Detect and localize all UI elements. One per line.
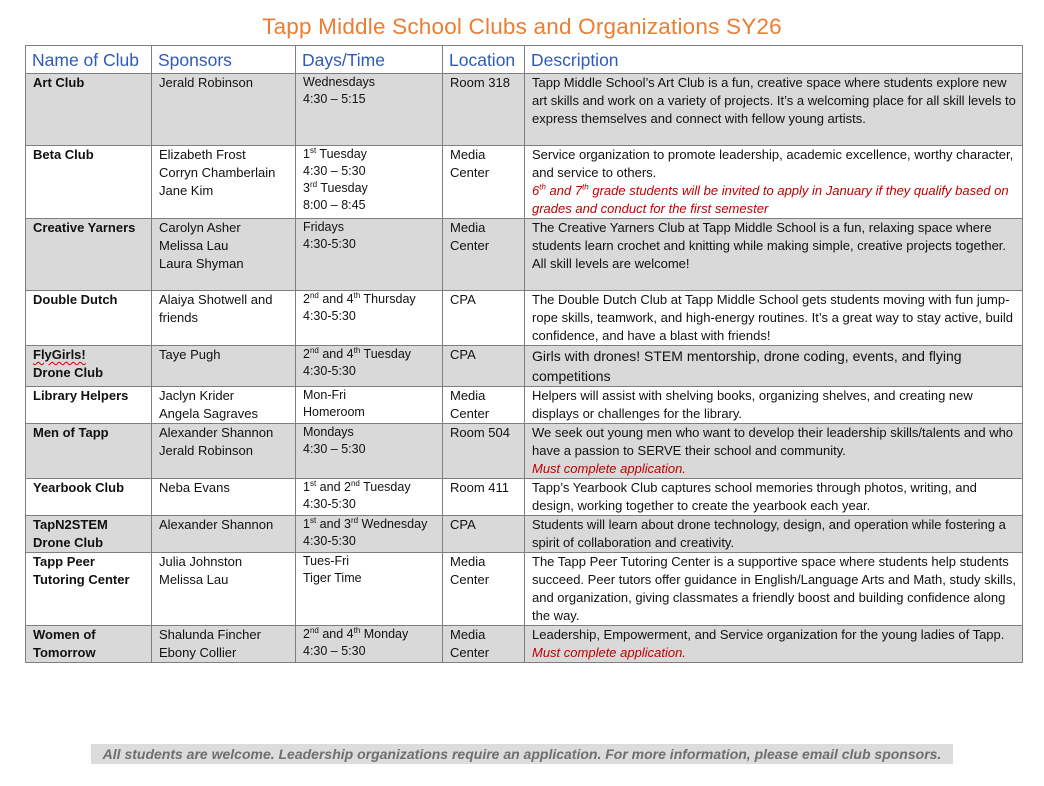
days-text: 4:30 – 5:30 bbox=[303, 164, 366, 178]
ordinal-suffix: th bbox=[353, 345, 361, 355]
location-cell bbox=[443, 291, 525, 346]
description-text: The Double Dutch Club at Tapp Middle School gets students moving with fun jump-rope skills, teamwork, and high-energy routines. It’s a great way to stay active, build confidence, and have a blast with friends! bbox=[532, 292, 1013, 343]
sponsor-name: Laura Shyman bbox=[159, 256, 244, 271]
days-text: 2 bbox=[303, 292, 310, 306]
table-row bbox=[26, 146, 1023, 219]
table-row bbox=[26, 516, 1023, 553]
location-text: Media bbox=[450, 554, 486, 569]
days-time-cell bbox=[296, 387, 443, 424]
sponsor-name: Jerald Robinson bbox=[159, 75, 253, 90]
location-cell bbox=[443, 626, 525, 663]
ordinal-suffix: th bbox=[353, 625, 361, 635]
table-row bbox=[26, 387, 1023, 424]
table-row bbox=[26, 74, 1023, 146]
sponsor-name: Melissa Lau bbox=[159, 572, 229, 587]
club-name-cell bbox=[26, 346, 152, 387]
location-cell bbox=[443, 553, 525, 626]
clubs-table-body bbox=[26, 74, 1023, 663]
sponsor-name: Ebony Collier bbox=[159, 645, 237, 660]
days-line bbox=[303, 146, 437, 163]
days-line bbox=[303, 570, 437, 587]
club-name: Creative Yarners bbox=[33, 220, 136, 235]
days-text: Tuesday bbox=[317, 181, 368, 195]
days-line bbox=[303, 219, 437, 236]
days-line bbox=[303, 74, 437, 91]
location-text: Room 504 bbox=[450, 425, 510, 440]
days-text: and 4 bbox=[318, 347, 354, 361]
sponsor-name: Jerald Robinson bbox=[159, 443, 253, 458]
days-time-cell bbox=[296, 516, 443, 553]
header-location: Location bbox=[443, 46, 525, 74]
days-text: 1 bbox=[303, 517, 310, 531]
location-text: Center bbox=[450, 238, 490, 253]
sponsors-cell bbox=[152, 146, 296, 219]
days-text: 3 bbox=[303, 181, 310, 195]
description-text: The Creative Yarners Club at Tapp Middle School is a fun, relaxing space where students learn crochet and knitting while making simple, creative projects together. All skill levels are welcome! bbox=[532, 220, 1007, 271]
days-text: Tuesday bbox=[359, 480, 411, 494]
club-name-cell bbox=[26, 516, 152, 553]
days-text: 4:30-5:30 bbox=[303, 237, 356, 251]
days-time-cell bbox=[296, 479, 443, 516]
description-text: Tapp’s Yearbook Club captures school memories through photos, writing, and design, working together to create the yearbook each year. bbox=[532, 480, 977, 513]
sponsor-name: Melissa Lau bbox=[159, 238, 229, 253]
days-line bbox=[303, 387, 437, 404]
days-text: and 4 bbox=[318, 292, 354, 306]
sponsors-cell bbox=[152, 516, 296, 553]
days-line bbox=[303, 496, 437, 513]
footer-note: All students are welcome. Leadership organizations require an application. For more information, please email club sponsors. bbox=[91, 744, 953, 764]
days-line bbox=[303, 479, 437, 496]
sponsor-name: Alexander Shannon bbox=[159, 517, 274, 532]
days-text: 4:30 – 5:15 bbox=[303, 92, 366, 106]
club-name: Library Helpers bbox=[33, 388, 129, 403]
table-row bbox=[26, 424, 1023, 479]
days-text: 1 bbox=[303, 147, 310, 161]
club-name: Tomorrow bbox=[33, 645, 96, 660]
days-text: Mondays bbox=[303, 425, 354, 439]
days-time-cell bbox=[296, 346, 443, 387]
days-text: Tiger Time bbox=[303, 571, 362, 585]
days-line bbox=[303, 643, 437, 660]
sponsors-cell bbox=[152, 346, 296, 387]
sponsors-cell bbox=[152, 479, 296, 516]
description-text: We seek out young men who want to develop their leadership skills/talents and who have a passion to SERVE their school and community. bbox=[532, 425, 1014, 458]
days-text: 8:00 – 8:45 bbox=[303, 198, 366, 212]
club-name: Tutoring Center bbox=[33, 572, 130, 587]
sponsor-name: Jane Kim bbox=[159, 183, 214, 198]
description-text: Tapp Middle School’s Art Club is a fun, creative space where students explore new art skills and work on a variety of projects. It’s a welcoming place for all skill levels to express themselves and connect with fellow young artists. bbox=[532, 75, 1016, 126]
sponsor-name: Shalunda Fincher bbox=[159, 627, 261, 642]
header-name: Name of Club bbox=[26, 46, 152, 74]
ordinal-suffix: nd bbox=[309, 290, 319, 300]
description-cell bbox=[525, 626, 1023, 663]
days-text: and 2 bbox=[316, 480, 351, 494]
club-name: Drone Club bbox=[33, 535, 104, 550]
location-text: Center bbox=[450, 572, 490, 587]
description-cell bbox=[525, 291, 1023, 346]
ordinal-suffix: nd bbox=[309, 345, 319, 355]
description-cell bbox=[525, 146, 1023, 219]
sponsor-name: Alaiya Shotwell and friends bbox=[159, 292, 273, 325]
location-cell bbox=[443, 146, 525, 219]
days-text: Monday bbox=[360, 627, 409, 641]
sponsors-cell bbox=[152, 387, 296, 424]
location-text: Media bbox=[450, 388, 486, 403]
location-cell bbox=[443, 346, 525, 387]
location-cell bbox=[443, 387, 525, 424]
days-text: 1 bbox=[303, 480, 310, 494]
days-line bbox=[303, 163, 437, 180]
sponsor-name: Corryn Chamberlain bbox=[159, 165, 276, 180]
days-line bbox=[303, 363, 437, 380]
description-cell bbox=[525, 479, 1023, 516]
table-row bbox=[26, 479, 1023, 516]
club-name-cell bbox=[26, 219, 152, 291]
days-text: and 3 bbox=[316, 517, 351, 531]
club-name: Beta Club bbox=[33, 147, 94, 162]
days-line bbox=[303, 346, 437, 363]
days-time-cell bbox=[296, 74, 443, 146]
description-text: The Tapp Peer Tutoring Center is a supportive space where students help students succeed. Peer tutors offer guidance in English/Language Arts and Math, study skills, and organization, giving classmates a friendly boost and building confidence along the way. bbox=[532, 554, 1016, 623]
days-text: 2 bbox=[303, 627, 310, 641]
description-text: Girls with drones! STEM mentorship, drone coding, events, and flying competitions bbox=[532, 348, 962, 384]
days-line bbox=[303, 291, 437, 308]
club-name-cell bbox=[26, 291, 152, 346]
days-line bbox=[303, 91, 437, 108]
description-text: Service organization to promote leadership, academic excellence, worthy character, and service to others. bbox=[532, 147, 1014, 180]
club-name-cell bbox=[26, 553, 152, 626]
location-text: Room 411 bbox=[450, 480, 510, 495]
sponsors-cell bbox=[152, 291, 296, 346]
description-cell bbox=[525, 516, 1023, 553]
days-text: 2 bbox=[303, 347, 310, 361]
table-row bbox=[26, 291, 1023, 346]
description-note: Must complete application. bbox=[532, 461, 686, 476]
days-line bbox=[303, 553, 437, 570]
description-cell bbox=[525, 424, 1023, 479]
days-line bbox=[303, 180, 437, 197]
sponsor-name: Alexander Shannon bbox=[159, 425, 274, 440]
location-text: Center bbox=[450, 165, 490, 180]
club-name-cell bbox=[26, 424, 152, 479]
club-name: Drone Club bbox=[33, 365, 104, 380]
days-line bbox=[303, 197, 437, 214]
days-line bbox=[303, 404, 437, 421]
description-cell bbox=[525, 387, 1023, 424]
sponsor-name: Angela Sagraves bbox=[159, 406, 259, 421]
header-days-time: Days/Time bbox=[296, 46, 443, 74]
sponsor-name: Elizabeth Frost bbox=[159, 147, 246, 162]
sponsors-cell bbox=[152, 219, 296, 291]
header-description: Description bbox=[525, 46, 1023, 74]
location-cell bbox=[443, 219, 525, 291]
location-cell bbox=[443, 74, 525, 146]
days-text: 4:30 – 5:30 bbox=[303, 442, 366, 456]
club-name-cell bbox=[26, 146, 152, 219]
club-name: TapN2STEM bbox=[33, 517, 108, 532]
days-line bbox=[303, 441, 437, 458]
club-name-cell bbox=[26, 479, 152, 516]
description-note: Must complete application. bbox=[532, 645, 686, 660]
days-text: and 4 bbox=[318, 627, 354, 641]
location-text: Media bbox=[450, 220, 486, 235]
days-text: 4:30-5:30 bbox=[303, 309, 356, 323]
sponsors-cell bbox=[152, 553, 296, 626]
clubs-table bbox=[25, 45, 1023, 663]
table-row bbox=[26, 219, 1023, 291]
sponsor-name: Taye Pugh bbox=[159, 347, 221, 362]
club-name-cell bbox=[26, 387, 152, 424]
header-sponsors: Sponsors bbox=[152, 46, 296, 74]
club-name: Men of Tapp bbox=[33, 425, 109, 440]
days-text: Tues-Fri bbox=[303, 554, 350, 568]
ordinal-suffix: nd bbox=[309, 625, 319, 635]
days-text: Thursday bbox=[360, 292, 416, 306]
description-cell bbox=[525, 219, 1023, 291]
club-name: Art Club bbox=[33, 75, 85, 90]
ordinal-suffix: st bbox=[309, 145, 317, 155]
description-cell bbox=[525, 346, 1023, 387]
days-time-cell bbox=[296, 424, 443, 479]
sponsor-name: Neba Evans bbox=[159, 480, 230, 495]
days-line bbox=[303, 236, 437, 253]
ordinal-suffix: st bbox=[309, 515, 317, 525]
days-text: 4:30-5:30 bbox=[303, 534, 356, 548]
location-text: CPA bbox=[450, 292, 476, 307]
club-name: Women of bbox=[33, 627, 96, 642]
days-line bbox=[303, 308, 437, 325]
days-text: Fridays bbox=[303, 220, 344, 234]
description-text: Leadership, Empowerment, and Service organization for the young ladies of Tapp. bbox=[532, 627, 1005, 642]
days-line bbox=[303, 533, 437, 550]
days-line bbox=[303, 626, 437, 643]
days-line bbox=[303, 516, 437, 533]
days-text: 4:30 – 5:30 bbox=[303, 644, 366, 658]
table-row bbox=[26, 626, 1023, 663]
table-row bbox=[26, 553, 1023, 626]
description-note: 6th and 7th grade students will be invited to apply in January if they qualify based on grades and conduct for the first semester bbox=[532, 182, 1009, 216]
club-name: Yearbook Club bbox=[33, 480, 125, 495]
club-name: Double Dutch bbox=[33, 292, 118, 307]
ordinal-suffix: rd bbox=[350, 515, 359, 525]
days-time-cell bbox=[296, 626, 443, 663]
location-cell bbox=[443, 479, 525, 516]
location-cell bbox=[443, 424, 525, 479]
description-cell bbox=[525, 553, 1023, 626]
days-text: 4:30-5:30 bbox=[303, 364, 356, 378]
days-text: Tuesday bbox=[316, 147, 367, 161]
location-text: Center bbox=[450, 645, 490, 660]
sponsors-cell bbox=[152, 424, 296, 479]
days-text: Mon-Fri bbox=[303, 388, 347, 402]
sponsor-name: Carolyn Asher bbox=[159, 220, 241, 235]
table-header-row bbox=[26, 46, 1023, 74]
days-time-cell bbox=[296, 146, 443, 219]
table-row bbox=[26, 346, 1023, 387]
club-name: Tapp Peer bbox=[33, 554, 95, 569]
sponsors-cell bbox=[152, 74, 296, 146]
location-text: Media bbox=[450, 147, 486, 162]
days-text: Homeroom bbox=[303, 405, 365, 419]
description-text: Students will learn about drone technology, design, and operation while fostering a spirit of collaboration and creativity. bbox=[532, 517, 1006, 550]
ordinal-suffix: st bbox=[309, 478, 317, 488]
club-name-cell bbox=[26, 74, 152, 146]
club-name: FlyGirls! bbox=[33, 347, 86, 362]
description-text: Helpers will assist with shelving books, organizing shelves, and creating new displays or challenges for the library. bbox=[532, 388, 973, 421]
location-text: Media bbox=[450, 627, 486, 642]
location-text: Center bbox=[450, 406, 490, 421]
days-text: 4:30-5:30 bbox=[303, 497, 356, 511]
days-text: Tuesday bbox=[360, 347, 412, 361]
sponsors-cell bbox=[152, 626, 296, 663]
days-time-cell bbox=[296, 219, 443, 291]
days-time-cell bbox=[296, 553, 443, 626]
days-line bbox=[303, 424, 437, 441]
location-text: CPA bbox=[450, 347, 476, 362]
location-text: Room 318 bbox=[450, 75, 510, 90]
ordinal-suffix: rd bbox=[309, 179, 318, 189]
days-text: Wednesdays bbox=[303, 75, 376, 89]
ordinal-suffix: nd bbox=[350, 478, 360, 488]
club-name-cell bbox=[26, 626, 152, 663]
days-time-cell bbox=[296, 291, 443, 346]
page-title: Tapp Middle School Clubs and Organizations SY26 bbox=[262, 14, 782, 39]
ordinal-suffix: th bbox=[353, 290, 361, 300]
description-cell bbox=[525, 74, 1023, 146]
sponsor-name: Julia Johnston bbox=[159, 554, 243, 569]
location-text: CPA bbox=[450, 517, 476, 532]
days-text: Wednesday bbox=[358, 517, 428, 531]
sponsor-name: Jaclyn Krider bbox=[159, 388, 235, 403]
location-cell bbox=[443, 516, 525, 553]
